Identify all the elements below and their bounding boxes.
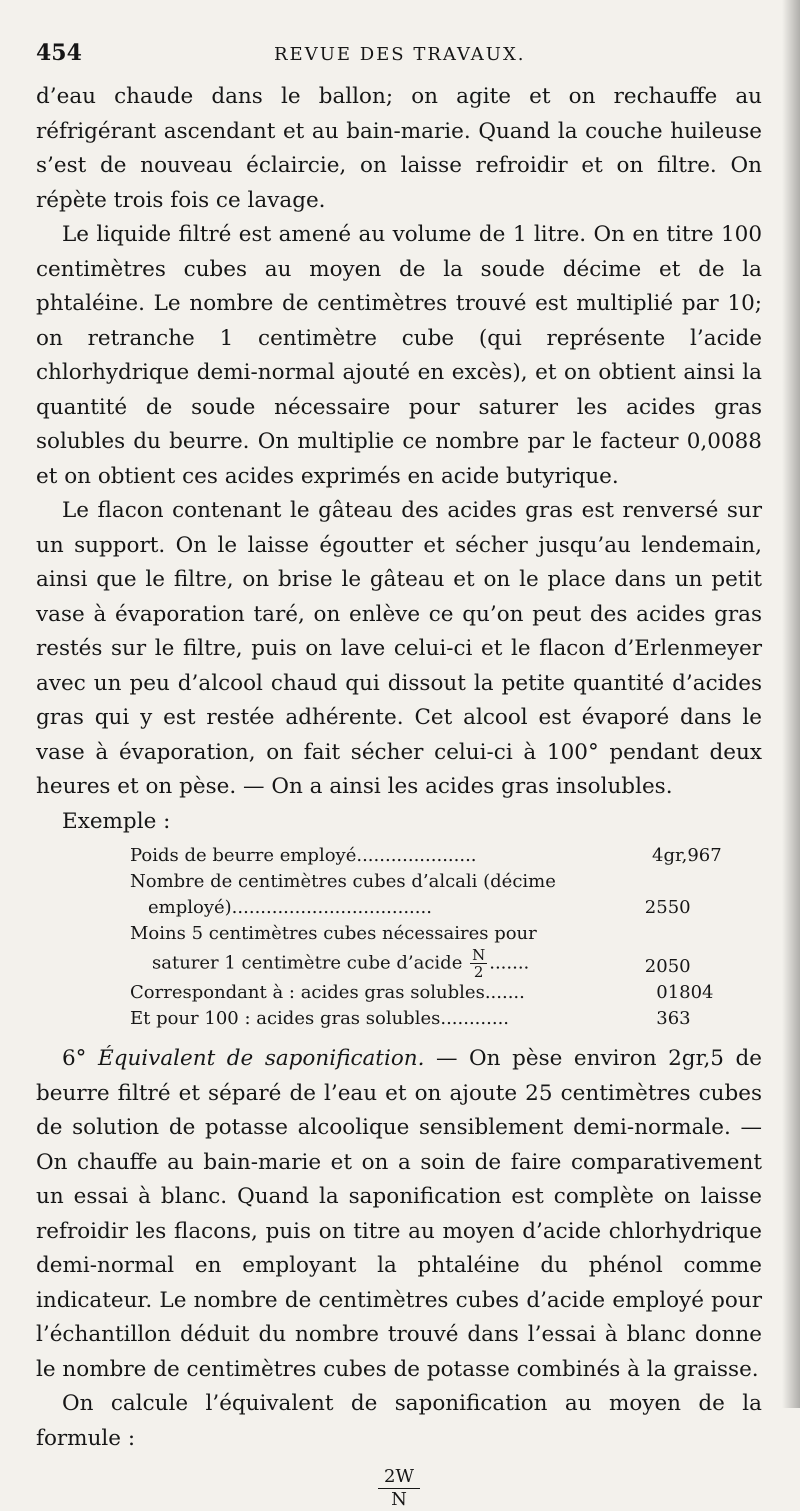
fraction-n-over-2 xyxy=(470,947,487,980)
table-row xyxy=(130,1006,722,1032)
fraction-denominator: 2 xyxy=(473,963,484,981)
row-value-int: 0 xyxy=(656,982,668,1003)
row-value-int: 20 xyxy=(644,956,668,977)
row-label: saturer 1 centimètre cube d’acide xyxy=(152,952,463,974)
row-value-dec: 50 xyxy=(667,956,691,977)
formula-denominator: N xyxy=(391,1489,407,1510)
section-6-paragraph xyxy=(36,1042,762,1387)
formula-numerator: 2W xyxy=(378,1466,420,1489)
row-value-dec: 63 xyxy=(667,1008,691,1029)
table-row xyxy=(130,921,722,947)
row-value: 4gr,967 xyxy=(652,845,722,866)
table-row xyxy=(130,843,722,869)
section-number: 6° xyxy=(62,1046,87,1071)
row-label: Moins 5 centimètres cubes nécessaires pour xyxy=(130,923,537,944)
example-table xyxy=(130,843,722,1032)
row-label: employé)................................... xyxy=(148,897,432,918)
row-value-int: 3 xyxy=(656,1008,668,1029)
table-row xyxy=(130,980,722,1006)
section-title: Équivalent de saponification. xyxy=(98,1046,425,1071)
leader-dots: ....... xyxy=(489,952,530,974)
row-label-with-fraction xyxy=(130,947,622,980)
table-row xyxy=(130,895,722,921)
fraction-numerator: N xyxy=(472,946,486,964)
paragraph-titration: Le liquide filtré est amené au volume de 1 litre. On en titre 100 centimètres cubes au moyen de la soude décime et de la phtaléine. Le nombre de centimètres trouvé est multiplié par 10; on retranche 1 centimètre cube (qui représente l’acide chlorhydrique demi-normal ajouté en excès), et on obtient ainsi la quantité de soude nécessaire pour saturer les acides gras solubles du beurre. On multiplie ce nombre par le facteur 0,0088 et on obtient ces acides exprimés en acide butyrique. xyxy=(36,222,762,489)
row-label: Poids de beurre employé..................... xyxy=(130,845,477,866)
page-number: 454 xyxy=(36,40,82,66)
formula xyxy=(36,1466,762,1511)
row-value-dec: 1804 xyxy=(667,982,714,1003)
paragraph-formula-intro: On calcule l’équivalent de saponification au moyen de la formule : xyxy=(36,1391,762,1451)
row-label: Nombre de centimètres cubes d’alcali (décime xyxy=(130,871,556,892)
row-value-int: 25 xyxy=(644,897,668,918)
page-header xyxy=(36,40,762,80)
running-head: REVUE DES TRAVAUX. xyxy=(274,44,526,65)
row-value-dec: 50 xyxy=(667,897,691,918)
paragraph-continuation: d’eau chaude dans le ballon; on agite et on rechauffe au réfrigérant ascendant et au bain-marie. Quand la couche huileuse s’est de nouveau éclaircie, on laisse refroidir et on filtre. On répète trois fois ce lavage. xyxy=(36,84,762,213)
row-label: Correspondant à : acides gras solubles....... xyxy=(130,982,525,1003)
row-label: Et pour 100 : acides gras solubles............ xyxy=(130,1008,510,1029)
table-row xyxy=(130,869,722,895)
table-row xyxy=(130,947,722,980)
section-text: — On pèse environ 2gr,5 de beurre filtré et séparé de l’eau et on ajoute 25 centimètres cubes de solution de potasse alcoolique sensiblement demi-normale. — On chauffe au bain-marie et on a soin de faire comparativement un essai à blanc. Quand la saponification est complète on laisse refroidir les flacons, puis on titre au moyen d’acide chlorhydrique demi-normal en employant la phtaléine du phénol comme indicateur. Le nombre de centimètres cubes d’acide employé pour l’échantillon déduit du nombre trouvé dans l’essai à blanc donne le nombre de centimètres cubes de potasse combinés à la graisse. xyxy=(36,1046,762,1382)
page-edge-shadow xyxy=(782,0,800,1408)
example-label: Exemple : xyxy=(62,808,171,834)
paragraph-insoluble-acids: Le flacon contenant le gâteau des acides gras est renversé sur un support. On le laisse égoutter et sécher jusqu’au lendemain, ainsi que le filtre, on brise le gâteau et on le place dans un petit vase à évaporation taré, on enlève ce qu’on peut des acides gras restés sur le filtre, puis on lave celui-ci et le flacon d’Erlenmeyer avec un peu d’alcool chaud qui dissout la petite quantité d’acides gras qui y est restée adhérente. Cet alcool est évaporé dans le vase à évaporation, on fait sécher celui-ci à 100° pendant deux heures et on pèse. — On a ainsi les acides gras insolubles. xyxy=(36,498,762,799)
